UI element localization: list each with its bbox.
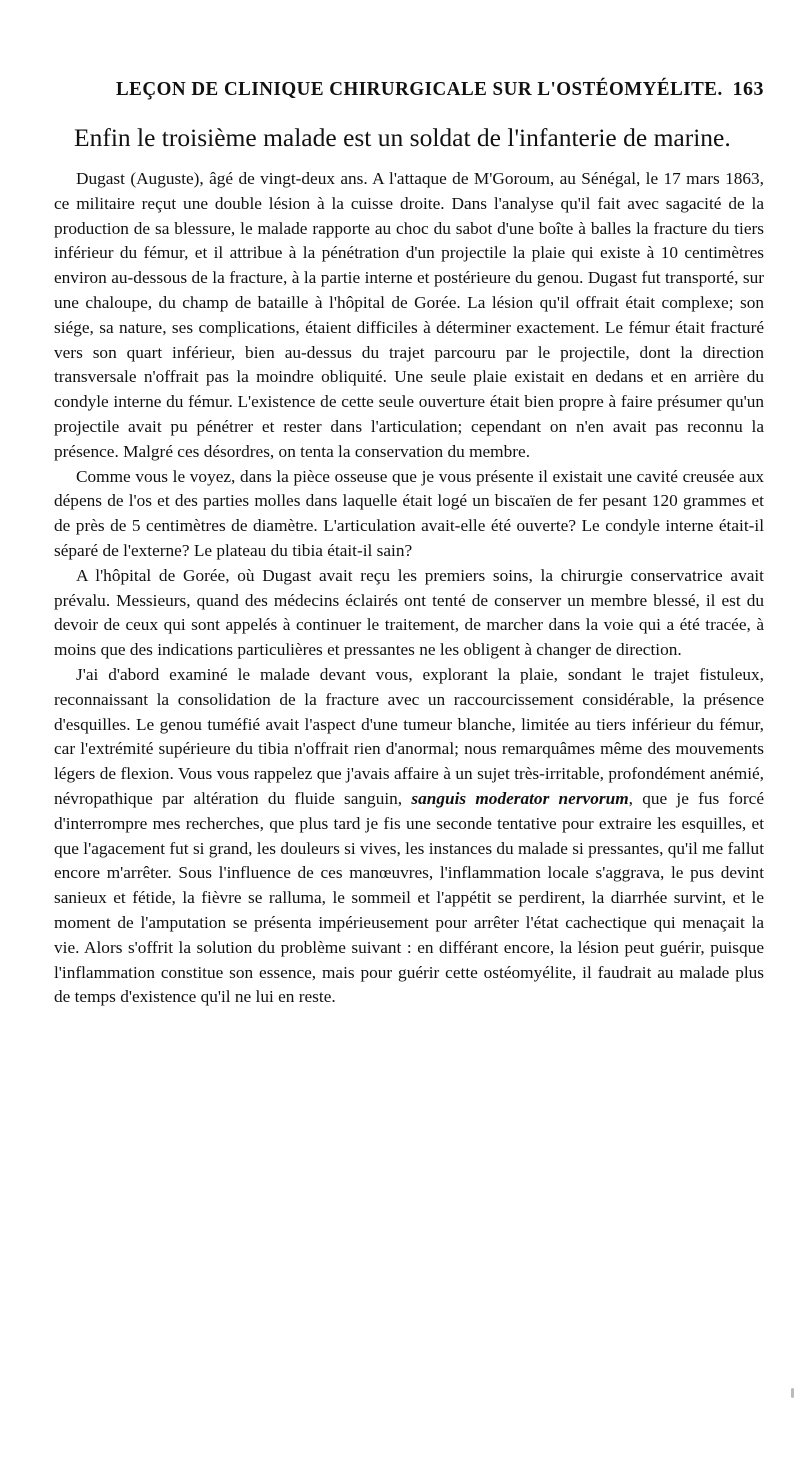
paragraph-bone-specimen: Comme vous le voyez, dans la pièce osseuse que je vous présente il existait une cavité creusée aux dépens de l'os et des parties molles dans laquelle était logé un biscaïen de fer pesant 120 grammes et de près de 5 centimètres de diamètre. L'articulation avait-elle été ouverte? Le condyle interne était-il séparé de l'externe? Le plateau du tibia était-il sain? (54, 466, 764, 560)
paragraph-examination (54, 663, 764, 1010)
paragraph-examination-text-a: J'ai d'abord examiné le malade devant vous, explorant la plaie, sondant le trajet fistuleux, reconnaissant la consolidation de la fracture avec un raccourcissement considérable, la présence d'esquilles. Le genou tuméfié avait l'aspect d'une tumeur blanche, limitée au tiers inférieur du fémur, car l'extrémité supérieure du tibia n'offrait rien d'anormal; nous remarquâmes même des mouvements légers de flexion. Vous vous rappelez que j'avais affaire à un sujet très-irritable, profondément anémié, névropathique par altération du fluide sanguin, (54, 664, 764, 808)
scan-speck (791, 1388, 794, 1398)
page-number: 163 (732, 78, 764, 100)
paragraph-examination-text-b: , que je fus forcé d'interrompre mes recherches, que plus tard je fis une seconde tentative pour extraire les esquilles, et que l'agacement fut si grand, les douleurs si vives, les instances du malade si pressantes, qu'il me fallut encore m'arrêter. Sous l'influence de ces manœuvres, l'inflammation locale s'aggrava, le pus devint sanieux et fétide, la fièvre se ralluma, le sommeil et l'appétit se perdirent, la diarrhée survint, et le moment de l'amputation se présenta impérieusement pour arrêter l'état cachectique qui menaçait la vie. Alors s'offrit la solution du problème suivant : en différant encore, la lésion peut guérir, puisque l'inflammation constitue son essence, mais pour guérir cette ostéomyélite, il faudrait au malade plus de temps d'existence qu'il ne lui en reste. (54, 788, 765, 1007)
running-header (116, 78, 764, 108)
latin-phrase: sanguis moderator nervorum (411, 788, 629, 808)
paragraph-goree-hospital: A l'hôpital de Gorée, où Dugast avait reçu les premiers soins, la chirurgie conservatrice avait prévalu. Messieurs, quand des médecins éclairés ont tenté de conserver un membre blessé, il est du devoir de ceux qui sont appelés à continuer le traitement, de marcher dans la voie qui a été tracée, à moins que des indications particulières et pressantes ne les obligent à changer de direction. (54, 565, 764, 660)
lead-sentence: Enfin le troisième malade est un soldat de l'infanterie de marine. (74, 123, 731, 152)
paragraph-case-history: Dugast (Auguste), âgé de vingt-deux ans. A l'attaque de M'Goroum, au Sénégal, le 17 mars 1863, ce militaire reçut une double lésion à la cuisse droite. Dans l'analyse qu'il fait avec sagacité de la production de sa blessure, le malade rapporte au choc du sabot d'une boîte à balles la fracture du tiers inférieur du fémur, et il attribue à la pénétration d'un projectile la plaie qui existe à 10 centimètres environ au-dessous de la fracture, à la partie interne et postérieure du genou. Dugast fut transporté, sur une chaloupe, du champ de bataille à l'hôpital de Gorée. La lésion qu'il offrait était complexe; son siége, sa nature, ses complications, étaient difficiles à déterminer exactement. Le fémur était fracturé vers son quart inférieur, bien au-dessus du trajet parcouru par le projectile, dont la direction transversale n'offrait pas la moindre obliquité. Une seule plaie existait en dedans et en arrière du condyle interne du fémur. L'existence de cette seule ouverture était bien propre à faire présumer qu'un projectile avait pu pénétrer et rester dans l'articulation; cependant on n'en avait pas reconnu la présence. Malgré ces désordres, on tenta la conservation du membre. (54, 169, 764, 461)
running-title: LEÇON DE CLINIQUE CHIRURGICALE SUR L'OSTÉOMYÉLITE. (116, 78, 723, 101)
book-page (54, 78, 764, 1010)
